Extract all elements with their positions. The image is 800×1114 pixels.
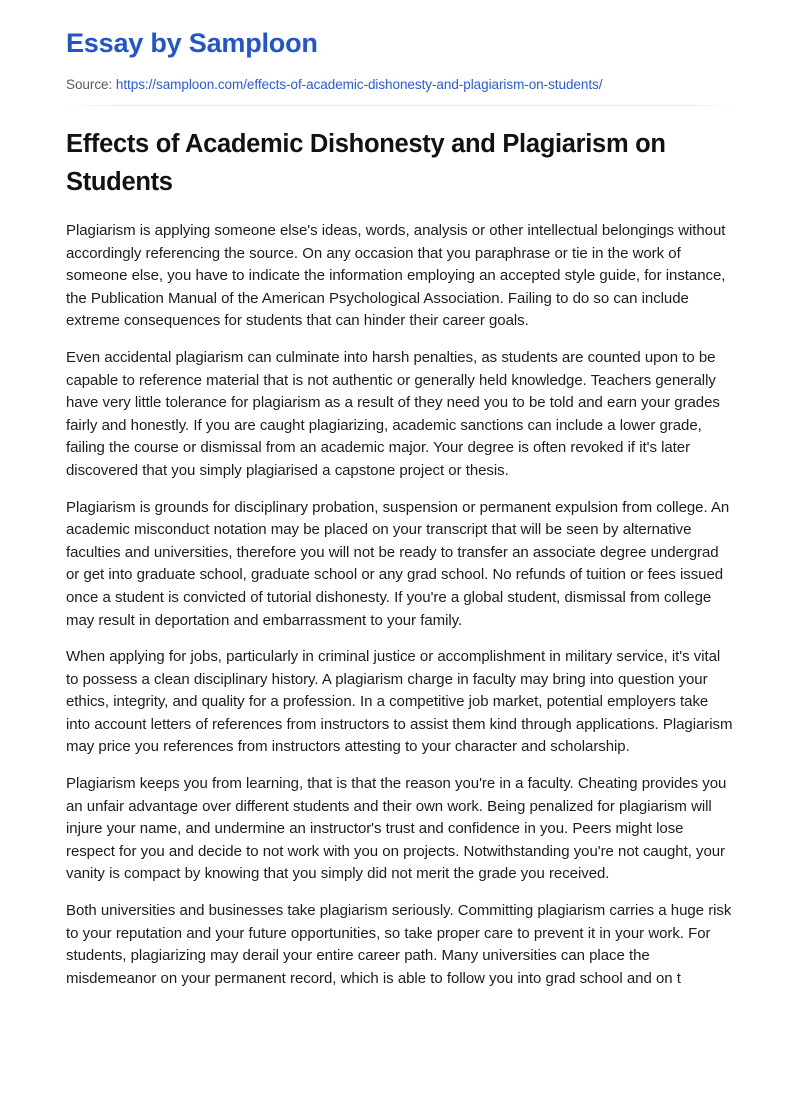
source-url-link[interactable]: https://samploon.com/effects-of-academic-dishonesty-and-plagiarism-on-students/ (115, 77, 603, 92)
source-label: Source: (66, 77, 113, 92)
essay-paragraph: Plagiarism keeps you from learning, that is that the reason you're in a faculty. Cheating provides you an unfair advantage over different students and their own work. Being penalized for plagiarism will injure your name, and undermine an instructor's trust and confidence in you. Peers might lose respect for you and decide to not work with you on projects. Notwithstanding you're not caught, your vanity is compact by knowing that you simply did not merit the grade you received. (66, 775, 727, 883)
essay-body (66, 201, 735, 990)
content-column (66, 0, 735, 997)
page-title: Effects of Academic Dishonesty and Plagiarism on Students (66, 130, 666, 196)
essay-paragraph: When applying for jobs, particularly in criminal justice or accomplishment in military service, it's vital to possess a clean disciplinary history. A plagiarism charge in faculty may bring into question your ethics, integrity, and quality for a profession. In a competitive job market, potential employers take into account letters of references from instructors to assist them kind through applications. Plagiarism may price you references from instructors attesting to your character and scholarship. (66, 648, 733, 756)
essay-paragraph: Both universities and businesses take plagiarism seriously. Committing plagiarism carries a huge risk to your reputation and your future opportunities, so take proper care to prevent it in your work. For students, plagiarizing may derail your entire career path. Many universities can place the misdemeanor on your permanent record, which is able to follow you into grad school and on t (66, 902, 732, 987)
site-logo: Essay by Samploon (66, 28, 318, 58)
essay-paragraph: Plagiarism is applying someone else's ideas, words, analysis or other intellectual belongings without accordingly referencing the source. On any occasion that you paraphrase or tie in the work of someone else, you have to indicate the information employing an accepted style guide, for instance, the Publication Manual of the American Psychological Association. Failing to do so can include extreme consequences for students that can hinder their career goals. (66, 222, 726, 330)
essay-paragraph: Plagiarism is grounds for disciplinary probation, suspension or permanent expulsion from college. An academic misconduct notation may be placed on your transcript that will be seen by alternative faculties and universities, therefore you will not be ready to transfer an associate degree undergrad or get into graduate school, graduate school or any grad school. No refunds of tuition or fees issued once a student is convicted of tutorial dishonesty. If you're a global student, dismissal from college may result in deportation and embarrassment to your family. (66, 498, 730, 629)
source-line (66, 60, 735, 94)
essay-paragraph: Even accidental plagiarism can culminate into harsh penalties, as students are counted upon to be capable to reference material that is not authentic or generally held knowledge. Teachers generally have very little tolerance for plagiarism as a result of they need you to be told and earn your grades fairly and honestly. If you are caught plagiarizing, academic sanctions can include a lower grade, failing the course or dismissal from an academic major. Your degree is often revoked if it's later discovered that you simply plagiarised a capstone project or thesis. (66, 348, 720, 479)
